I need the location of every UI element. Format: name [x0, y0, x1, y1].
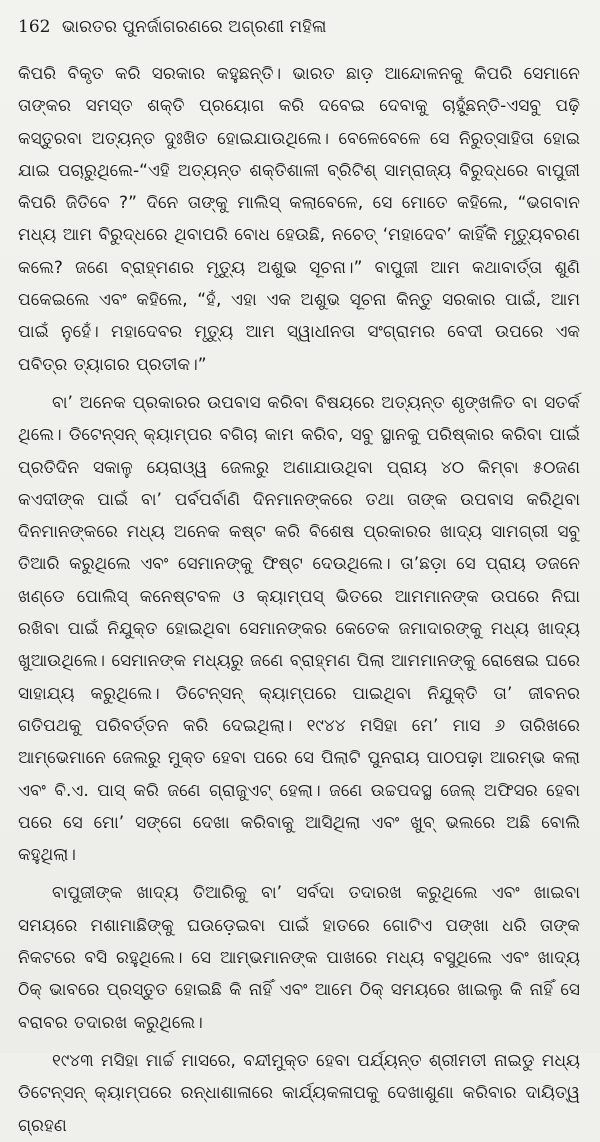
paragraph-1: କିପରି ବିକୃତ କରି ସରକାର କହୁଛନ୍ତି। ଭାରତ ଛାଡ଼ ଆନ୍ଦୋଳନକୁ କିପରି ସେମାନେ ତାଙ୍କର ସମସ୍ତ ଶକ୍ତି ପ୍ରୟୋଗ କରି ଦବେଇ ଦେବାକୁ ଚାହୁଁଛନ୍ତି-ଏସବୁ ପଢ଼ି କସ୍ତୁରବା ଅତ୍ୟନ୍ତ ଦୁଃଖିତ ହୋଇଯାଉଥିଲେ। ବେଳେବେଳେ ସେ ନିରୁତ୍ସାହିତା ହୋଇ ଯାଇ ପଚାରୁଥିଲେ-“ଏହି ଅତ୍ୟନ୍ତ ଶକ୍ତିଶାଳୀ ବ୍ରିଟିଶ୍ ସାମ୍ରାଜ୍ୟ ବିରୁଦ୍ଧରେ ବାପୁଜୀ କିପରି ଜିତିବେ ?” ଦିନେ ତାଙ୍କୁ ମାଲିସ୍ କଲାବେଳେ, ସେ ମୋତେ କହିଲେ, “ଭଗବାନ ମଧ୍ୟ ଆମ ବିରୁଦ୍ଧରେ ଥିବାପରି ବୋଧ ହେଉଛି, ନଚେତ୍ ‘ମହାଦେବ’ କାହିଁକି ମୃତ୍ୟୁବରଣ କଲେ? ଜଣେ ବ୍ରାହ୍ମଣର ମୃତ୍ୟୁ ଅଶୁଭ ସୂଚନା।” ବାପୁଜୀ ଆମ କଥାବାର୍ତ୍ତା ଶୁଣି ପକେଇଲେ ଏବଂ କହିଲେ, “ହଁ, ଏହା ଏକ ଅଶୁଭ ସୂଚନା କିନ୍ତୁ ସରକାର ପାଇଁ, ଆମ ପାଇଁ ନୁହେଁ। ମହାଦେବର ମୃତ୍ୟୁ ଆମ ସ୍ୱାଧୀନତା ସଂଗ୍ରାମର ବେଦୀ ଉପରେ ଏକ ପବିତ୍ର ତ୍ୟାଗର ପ୍ରତୀକ।” — [18, 64, 580, 375]
running-title: ଭାରତର ପୁନର୍ଜାଗରଣରେ ଅଗ୍ରଣୀ ମହିଳା — [61, 17, 327, 37]
running-head — [18, 14, 580, 40]
page-number: 162 — [18, 17, 51, 37]
paragraph-4: ୧୯୪୩ ମସିହା ମାର୍ଚ୍ଚ ମାସରେ, ବନ୍ଦୀମୁକ୍ତ ହେବା ପର୍ଯ୍ୟନ୍ତ ଶ୍ରୀମତୀ ନାଇଡୁ ମଧ୍ୟ ଡିଟେନ୍‌ସନ୍ କ୍ୟାମ୍ପରେ ରନ୍ଧାଶାଳାରେ କାର୍ଯ୍ୟକଳାପକୁ ଦେଖାଶୁଣା କରିବାର ଦାୟିତ୍ୱ ଗ୍ରହଣ — [18, 1050, 580, 1136]
paragraph-2: ବା’ ଅନେକ ପ୍ରକାରର ଉପବାସ କରିବା ବିଷୟରେ ଅତ୍ୟନ୍ତ ଶୃଙ୍ଖଳିତ ବା ସତର୍କ ଥିଲେ। ଡିଟେନ୍‌ସନ୍ କ୍ୟାମ୍ପର ବଗିଚା କାମ କରିବ, ସବୁ ସ୍ଥାନକୁ ପରିଷ୍କାର କରିବା ପାଇଁ ପ୍ରତିଦିନ ସକାଳୁ ୟେରାଓ୍ୱ ଜେଲରୁ ଅଣାଯାଉଥିବା ପ୍ରାୟ ୪୦ କିମ୍ବା ୫୦ଜଣ କଏଦୀଙ୍କ ପାଇଁ ବା’ ପର୍ବପର୍ବାଣି ଦିନମାନଙ୍କରେ ତଥା ତାଙ୍କ ଉପବାସ କରିଥିବା ଦିନମାନଙ୍କରେ ମଧ୍ୟ ଅନେକ କଷ୍ଟ କରି ବିଶେଷ ପ୍ରକାରର ଖାଦ୍ୟ ସାମଗ୍ରୀ ସବୁ ତିଆରି କରୁଥିଲେ ଏବଂ ସେମାନଙ୍କୁ ଫିଷ୍ଟ ଦେଉଥିଲେ। ତା’ଛଡ଼ା ସେ ପ୍ରାୟ ଡଜନେ ଖଣ୍ଡେ ପୋଲିସ୍ କନେଷ୍ଟବଳ ଓ କ୍ୟାମ୍ପସ୍ ଭିତରେ ଆମମାନଙ୍କ ଉପରେ ନିଘା ରଖିବା ପାଇଁ ନିଯୁକ୍ତ ହୋଇଥିବା ସେମାନଙ୍କର କେତେକ ଜମାଦାରଙ୍କୁ ମଧ୍ୟ ଖାଦ୍ୟ ଖୁଆଉଥିଲେ। ସେମାନଙ୍କ ମଧ୍ୟରୁ ଜଣେ ବ୍ରାହ୍ମଣ ପିଲା ଆମମାନଙ୍କୁ ରୋଷେଇ ଘରେ ସାହାଯ୍ୟ କରୁଥିଲେ। ଡିଟେନ୍‌ସନ୍ କ୍ୟାମ୍ପରେ ପାଇଥିବା ନିଯୁକ୍ତି ତା’ ଜୀବନର ଗତିପଥକୁ ପରିବର୍ତ୍ତନ କରି ଦେଇଥିଲା। ୧୯୪୪ ମସିହା ମେ’ ମାସ ୬ ତାରିଖରେ ଆମ୍ଭେମାନେ ଜେଲରୁ ମୁକ୍ତ ହେବା ପରେ ସେ ପିଲାଟି ପୁନରାୟ ପାଠପଢ଼ା ଆରମ୍ଭ କଲା ଏବଂ ବି.ଏ. ପାସ୍ କରି ଜଣେ ଗ୍ରାଜୁଏଟ୍ ହେଲା। ଜଣେ ଉଚ୍ଚପଦସ୍ଥ ଜେଲ୍ ଅଫିସର ହେବା ପରେ ସେ ମୋ’ ସଙ୍ଗେ ଦେଖା କରିବାକୁ ଆସିଥିଲା ଏବଂ ଖୁବ୍ ଭଲରେ ଅଛି ବୋଲି କହୁଥିଲା। — [18, 392, 580, 866]
paragraph-3: ବାପୁଜୀଙ୍କ ଖାଦ୍ୟ ତିଆରିକୁ ବା’ ସର୍ବଦା ତଦାରଖ କରୁଥିଲେ ଏବଂ ଖାଇବା ସମୟରେ ମଶାମାଛିଙ୍କୁ ଘଉଡ଼େଇବା ପାଇଁ ହାତରେ ଗୋଟିଏ ପଙ୍ଖା ଧରି ତାଙ୍କ ନିକଟରେ ବସି ରହୁଥିଲେ। ସେ ଆମ୍ଭମାନଙ୍କ ପାଖରେ ମଧ୍ୟ ବସୁଥିଲେ ଏବଂ ଖାଦ୍ୟ ଠିକ୍ ଭାବରେ ପ୍ରସ୍ତୁତ ହୋଇଛି କି ନାହିଁ ଏବଂ ଆମେ ଠିକ୍ ସମୟରେ ଖାଇଲୁ କି ନାହିଁ ସେ ବରାବର ତଦାରଖ କରୁଥିଲେ। — [18, 883, 580, 1033]
